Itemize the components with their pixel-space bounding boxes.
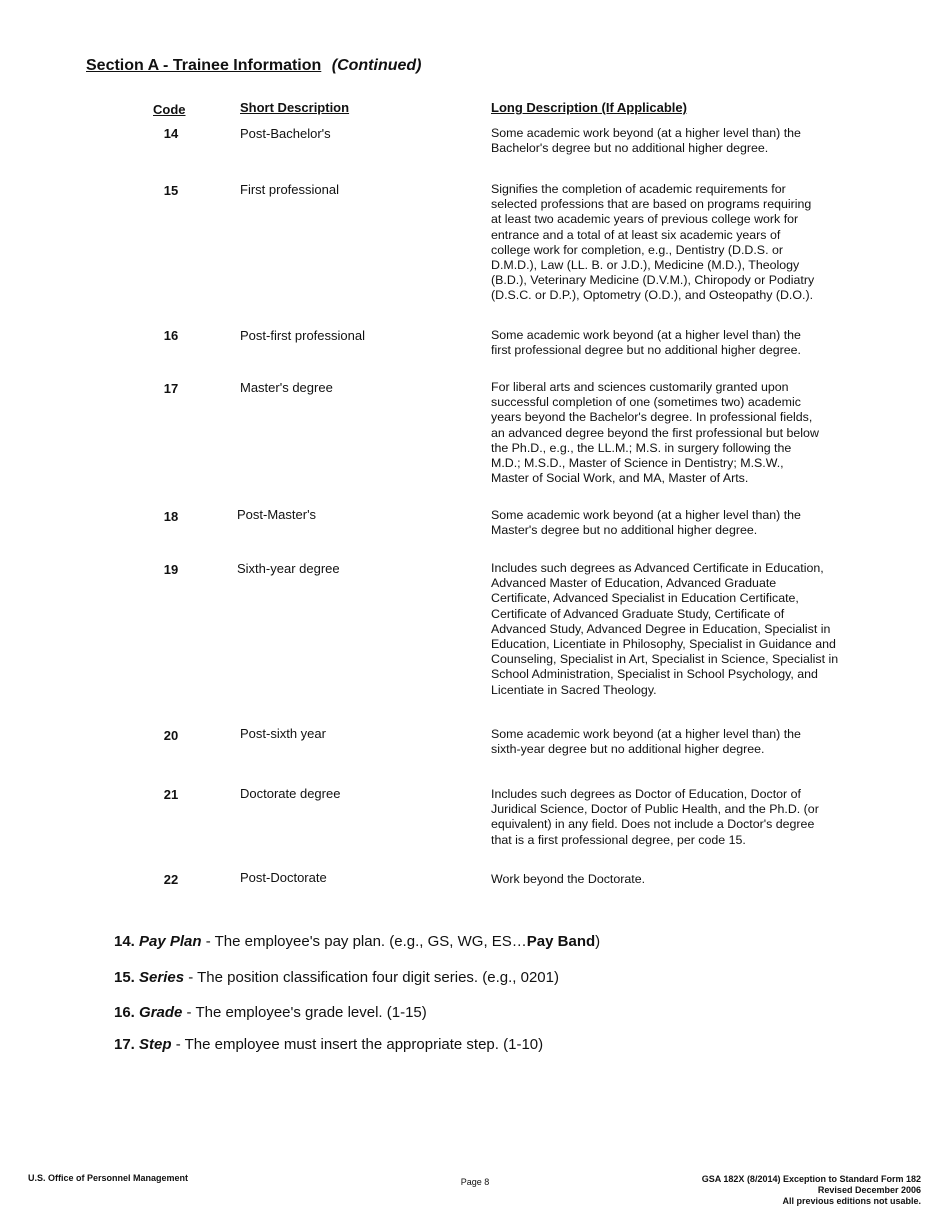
row-long-description: Some academic work beyond (at a higher level than) the sixth-year degree but no additional higher degree.	[491, 727, 801, 757]
row-code: 16	[163, 328, 179, 343]
list-item: 17. Step - The employee must insert the appropriate step. (1-10)	[114, 1036, 544, 1053]
row-long-description: Some academic work beyond (at a higher level than) the Bachelor's degree but no additional higher degree.	[491, 126, 801, 156]
list-item: 15. Series - The position classification four digit series. (e.g., 0201)	[114, 969, 559, 986]
section-title-text: Section A - Trainee Information	[86, 57, 322, 74]
list-item: 14. Pay Plan - The employee's pay plan. (e.g., GS, WG, ES…Pay Band)	[114, 933, 601, 950]
row-short-description: Post-Doctorate	[240, 870, 327, 885]
row-code: 22	[163, 872, 179, 887]
row-long-description: Work beyond the Doctorate.	[491, 872, 646, 886]
row-short-description: Post-Bachelor's	[240, 126, 331, 141]
row-code: 15	[163, 183, 179, 198]
header-long-description: Long Description (If Applicable)	[491, 100, 687, 115]
row-short-description: Sixth-year degree	[237, 561, 340, 576]
row-long-description: Some academic work beyond (at a higher level than) the Master's degree but no additional higher degree.	[491, 508, 801, 538]
row-code: 21	[163, 787, 179, 802]
row-short-description: Doctorate degree	[240, 786, 341, 801]
field-term-step: Step	[139, 1036, 172, 1053]
row-short-description: Post-Master's	[237, 507, 317, 522]
row-short-description: Post-sixth year	[240, 726, 326, 741]
header-short-description: Short Description	[240, 100, 350, 115]
section-continued-label: (Continued)	[331, 57, 422, 74]
row-long-description: Signifies the completion of academic requirements for selected professions that are based on programs requiring at least two academic years of previous college work for entrance and a total of at least six academic years of college work for completion, e.g., Dentistry (D.D.S. or D.M.D.), Law (LL. B. or J.D.), Medicine (M.D.), Theology (B.D.), Veterinary Medicine (D.V.M.), Chiropody or Podiatry (D.S.C. or D.P.), Optometry (O.D.), and Osteopathy (D.O.).	[491, 182, 815, 303]
footer-page-number: Page 8	[460, 1177, 490, 1187]
row-code: 19	[163, 562, 179, 577]
row-long-description: Some academic work beyond (at a higher level than) the first professional degree but no additional higher degree.	[491, 328, 801, 358]
field-term-grade: Grade	[139, 1004, 183, 1021]
row-code: 20	[163, 728, 179, 743]
row-short-description: Master's degree	[240, 380, 333, 395]
row-long-description: For liberal arts and sciences customarily granted upon successful completion of one (sometimes two) academic years beyond the Bachelor's degree. In professional fields, an advanced degree beyond the first professional but below the Ph.D., e.g., the LL.M.; M.S. in surgery following the M.D.; M.S.D., Master of Science in Dentistry; M.S.W., Master of Social Work, and MA, Master of Arts.	[491, 380, 819, 486]
row-code: 14	[163, 126, 179, 141]
row-code: 17	[163, 381, 179, 396]
list-item: 16. Grade - The employee's grade level. (1-15)	[114, 1004, 427, 1021]
row-short-description: Post-first professional	[240, 328, 365, 343]
row-short-description: First professional	[240, 182, 339, 197]
footer-form-info: GSA 182X (8/2014) Exception to Standard Form 182 Revised December 2006 All previous editions not usable.	[701, 1174, 921, 1206]
row-long-description: Includes such degrees as Doctor of Education, Doctor of Juridical Science, Doctor of Public Health, and the Ph.D. (or equivalent) in any field. Does not include a Doctor's degree that is a first professional degree, per code 15.	[491, 787, 819, 847]
section-title	[86, 57, 422, 75]
row-long-description: Includes such degrees as Advanced Certificate in Education, Advanced Master of Education, Advanced Graduate Certificate, Advanced Specialist in Education Certificate, Certificate of Advanced Graduate Study, Certificate of Advanced Study, Advanced Degree in Education, Specialist in Education, Licentiate in Philosophy, Specialist in Guidance and Counseling, Specialist in Art, Specialist in Science, Specialist in School Administration, Specialist in School Psychology, and Licentiate in Sacred Theology.	[491, 561, 839, 697]
field-term-series: Series	[139, 969, 185, 986]
row-code: 18	[163, 509, 179, 524]
header-code: Code	[153, 102, 186, 117]
footer-agency: U.S. Office of Personnel Management	[28, 1173, 189, 1183]
field-term-pay-plan: Pay Plan	[139, 933, 202, 950]
